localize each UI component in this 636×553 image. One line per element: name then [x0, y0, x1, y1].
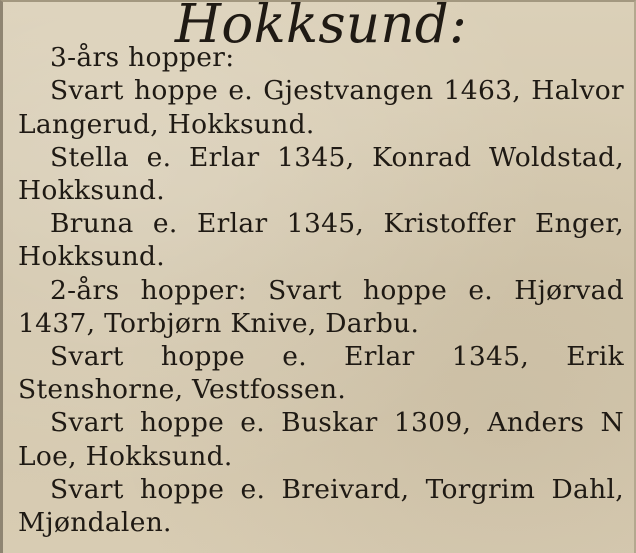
paragraph: Svart hoppe e. Erlar 1345, Erik Stenshorne, Vestfossen. [18, 341, 624, 406]
paragraph: 3-års hopper: [50, 42, 235, 74]
paragraph: 2-års hopper: Svart hoppe e. Hjørvad 1437, Torbjørn Knive, Darbu. [18, 274, 624, 339]
article-column [18, 0, 624, 539]
paragraph: Svart hoppe e. Buskar 1309, Anders N Loe, Hokksund. [18, 407, 624, 472]
paragraph: Svart hoppe e. Breivard, Torgrim Dahl, Mjøndalen. [18, 473, 624, 539]
paragraph: Bruna e. Erlar 1345, Kristoffer Enger, Hokksund. [18, 208, 624, 273]
section-heading: Hokksund: [174, 0, 468, 55]
paragraph: Svart hoppe e. Gjestvangen 1463, Halvor Langerud, Hokksund. [18, 75, 624, 140]
paragraph: Stella e. Erlar 1345, Konrad Woldstad, Hokksund. [18, 141, 624, 207]
